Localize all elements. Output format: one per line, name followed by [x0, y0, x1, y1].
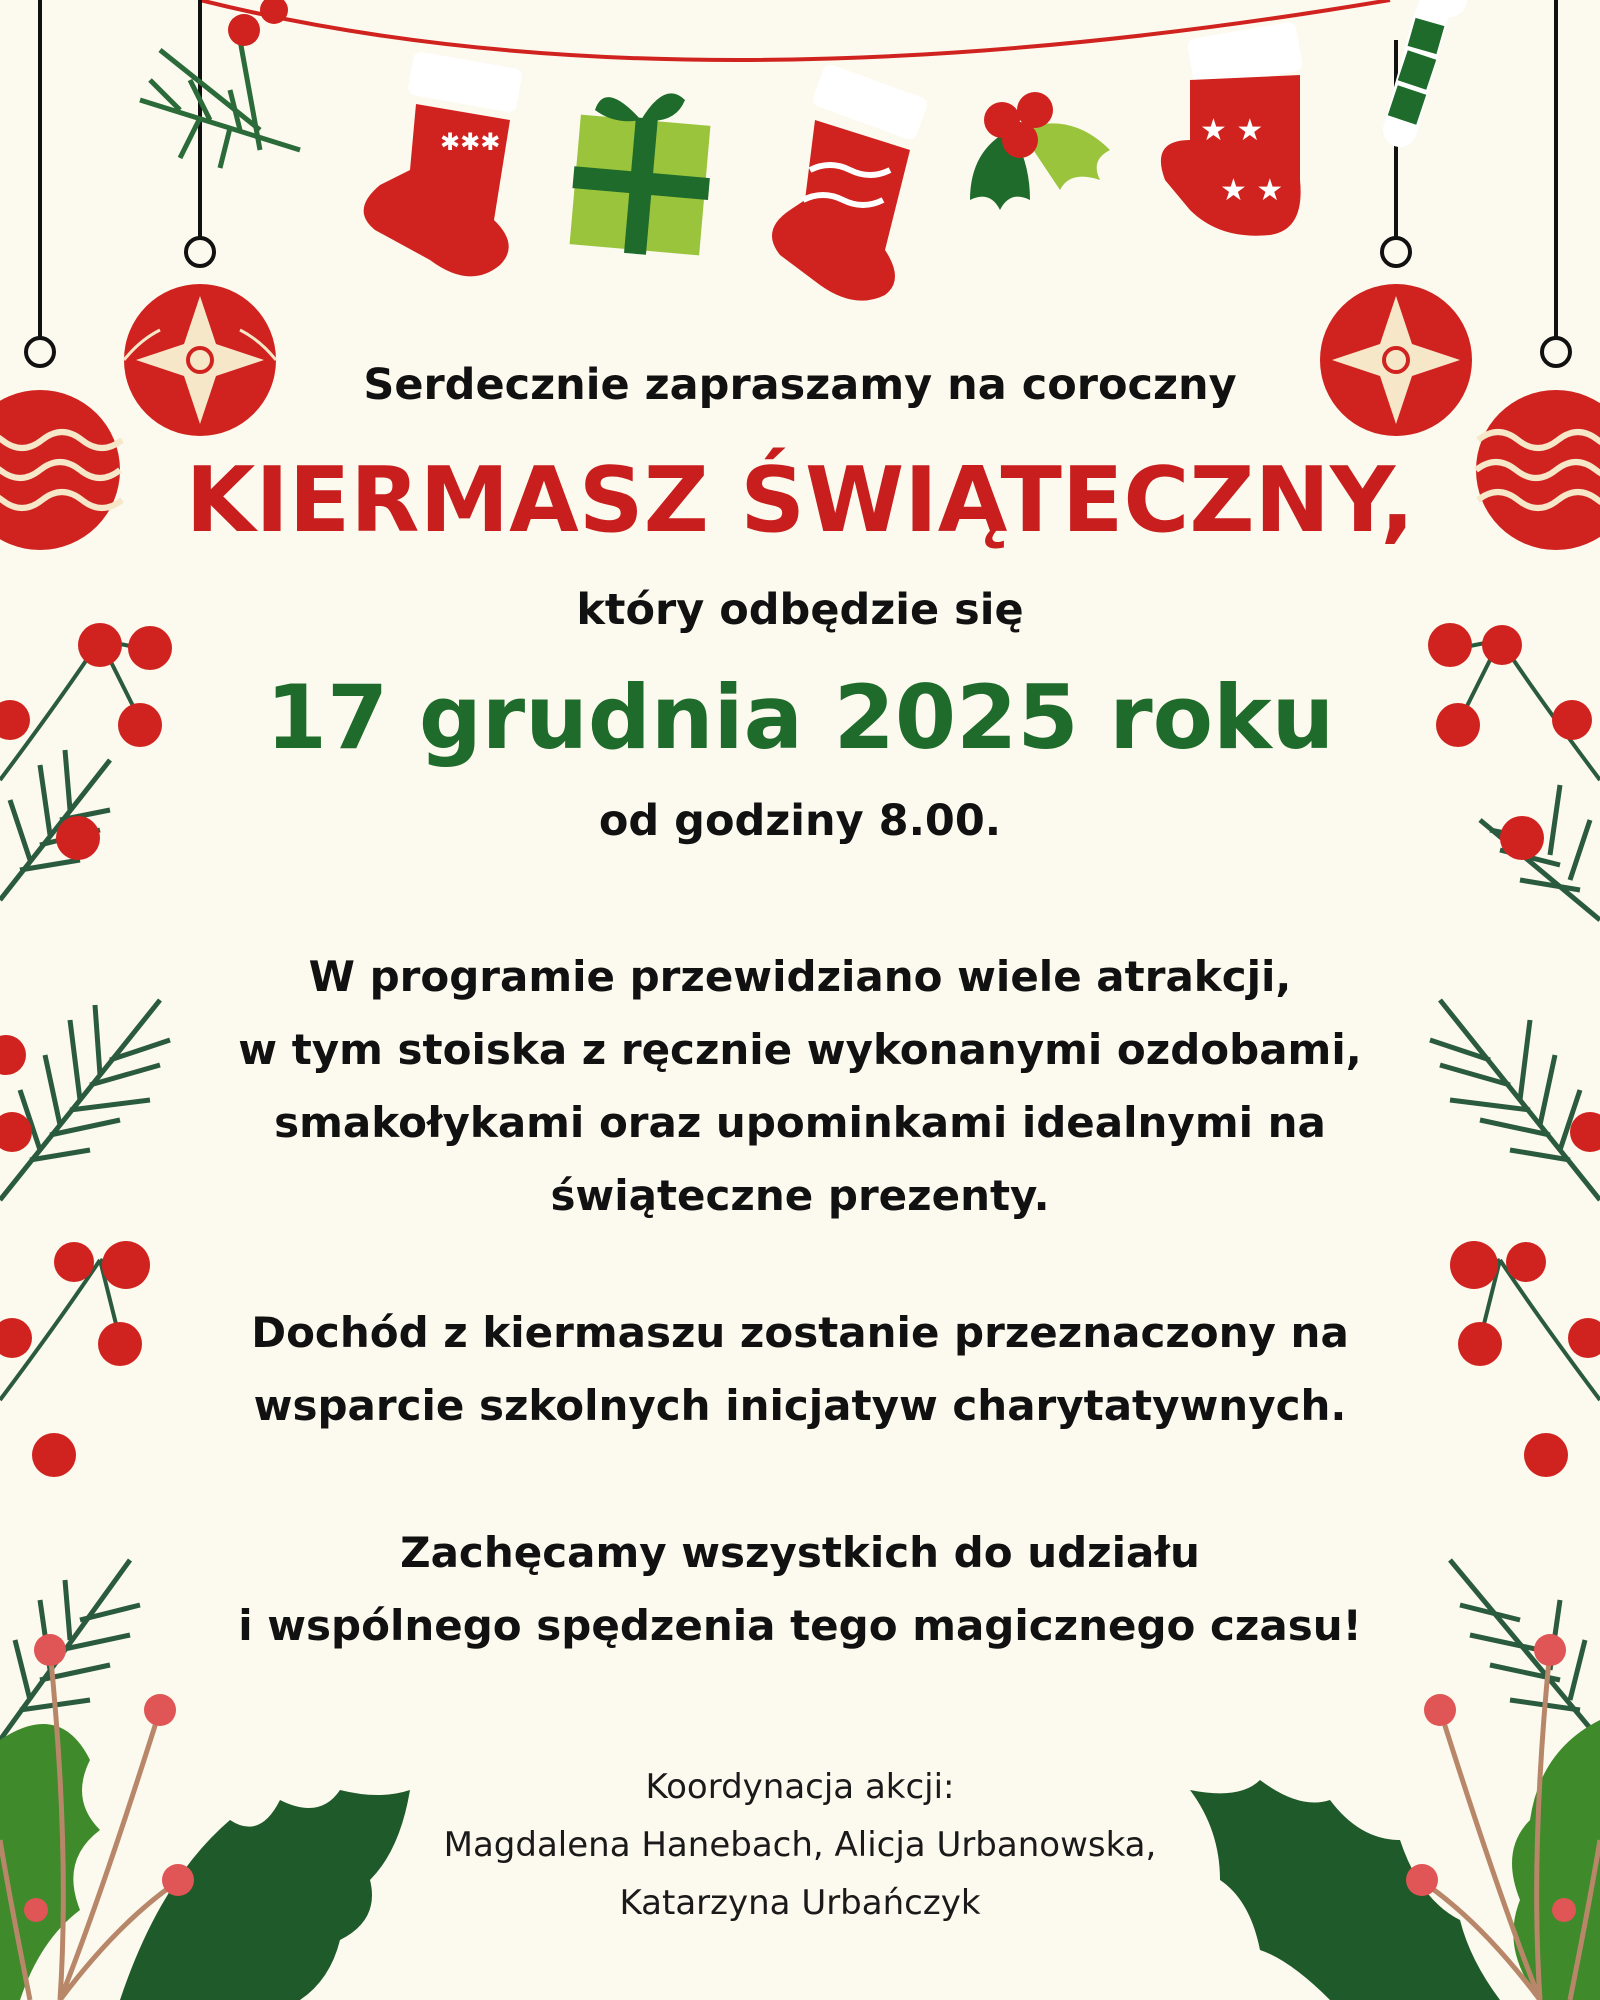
invite-paragraph [0, 1516, 1600, 1662]
program-paragraph [0, 940, 1600, 1232]
berry-icon [1450, 1241, 1498, 1289]
income-line: wsparcie szkolnych inicjatyw charytatywnych. [253, 1381, 1347, 1430]
svg-text:★ ★: ★ ★ [1200, 113, 1264, 148]
income-paragraph [0, 1296, 1600, 1442]
coordination-names: Katarzyna Urbańczyk [619, 1883, 981, 1923]
svg-text:✱✱✱: ✱✱✱ [440, 128, 501, 156]
event-hour: od godziny 8.00. [598, 796, 1002, 846]
berry-icon [144, 1694, 176, 1726]
event-subtitle: który odbędzie się [576, 585, 1024, 635]
program-line: W programie przewidziano wiele atrakcji, [308, 952, 1292, 1001]
svg-text:★ ★: ★ ★ [1220, 173, 1284, 208]
program-line: w tym stoiska z ręcznie wykonanymi ozdobami, [238, 1025, 1362, 1074]
coordination-label: Koordynacja akcji: [645, 1767, 955, 1807]
stocking-icon [772, 63, 929, 301]
invite-line: Zachęcamy wszystkich do udziału [400, 1528, 1200, 1577]
berry-icon [1506, 1242, 1546, 1282]
berry-icon [102, 1241, 150, 1289]
event-title: KIERMASZ ŚWIĄTECZNY, [185, 448, 1415, 553]
program-line: smakołykami oraz upominkami idealnymi na [274, 1098, 1326, 1147]
holly-icon [970, 92, 1110, 210]
coordination-names: Magdalena Hanebach, Alicja Urbanowska, [443, 1825, 1157, 1865]
program-line: świąteczne prezenty. [550, 1171, 1050, 1220]
candy-cane-icon [1400, 0, 1450, 130]
stocking-icon [364, 51, 523, 277]
ornament-hook [1382, 238, 1410, 266]
event-date: 17 grudnia 2025 roku [265, 666, 1335, 769]
berry-icon [228, 14, 260, 46]
income-line: Dochód z kiermaszu zostanie przeznaczony na [251, 1308, 1349, 1357]
pine-branch-icon [140, 40, 300, 168]
invitation-intro: Serdecznie zapraszamy na coroczny [363, 360, 1237, 410]
invite-line: i wspólnego spędzenia tego magicznego czasu! [238, 1601, 1362, 1650]
gift-icon [570, 93, 711, 255]
stocking-icon [1161, 21, 1304, 236]
coordination-block [0, 1758, 1600, 1932]
ornament-hook [186, 238, 214, 266]
berry-icon [1424, 1694, 1456, 1726]
berry-icon [54, 1242, 94, 1282]
